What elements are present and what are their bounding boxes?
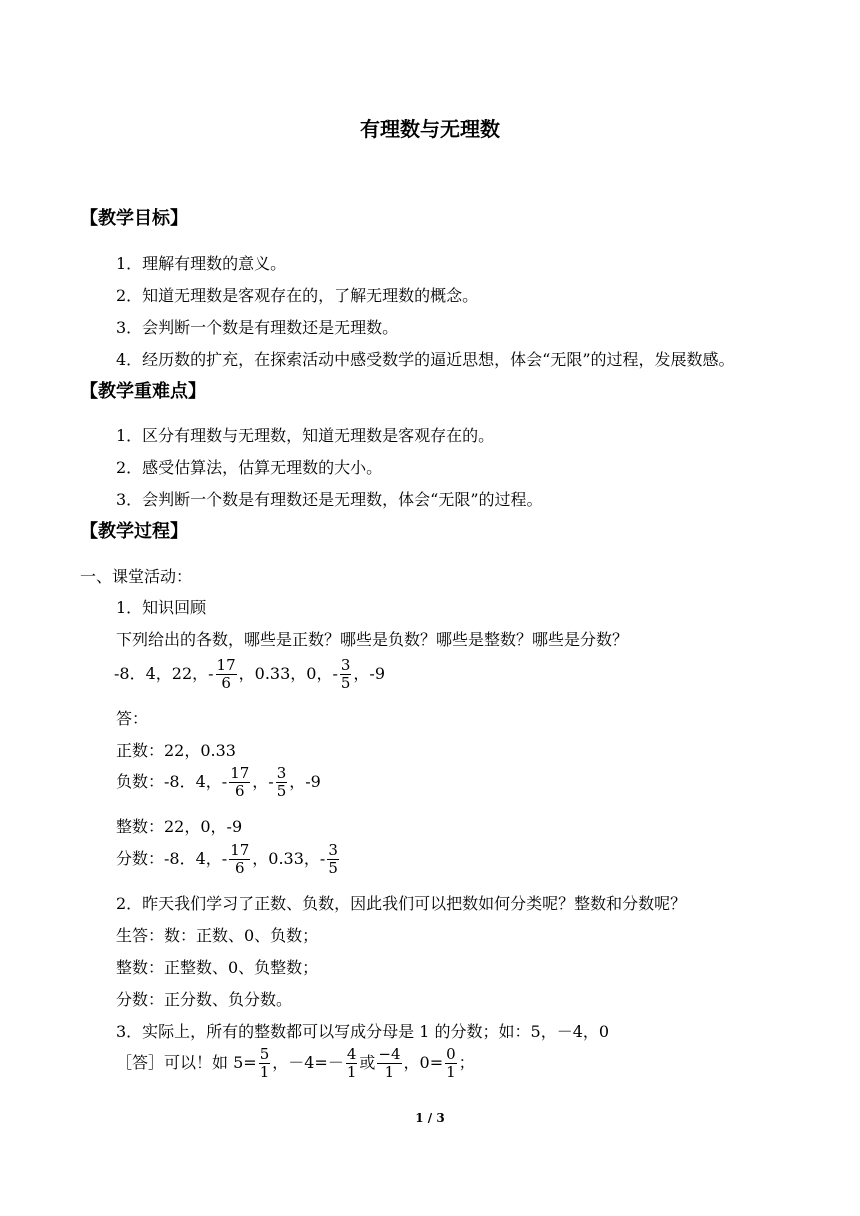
positive-numbers: 正数：22，0.33	[116, 741, 236, 760]
negative-text-2: ，	[252, 772, 269, 791]
negative-numbers	[116, 763, 321, 801]
denominator: 1	[446, 1063, 456, 1081]
numerator: 3	[276, 764, 287, 782]
question-text: 下列给出的各数，哪些是正数？哪些是负数？哪些是整数？哪些是分数？	[116, 630, 629, 649]
fraction-17-6	[229, 842, 250, 877]
denominator: 5	[276, 782, 287, 800]
answer-3-text-4: ，0=	[403, 1053, 444, 1072]
negative-text-3: ，-9	[289, 772, 321, 791]
minus-sign: -	[319, 849, 326, 868]
integer-numbers: 整数：22，0，-9	[116, 817, 243, 836]
page-number: 1 / 3	[415, 1111, 445, 1125]
denominator: 5	[340, 674, 351, 692]
fractions-text-2: ，0.33，	[252, 849, 320, 868]
key-point-item-1: 1．区分有理数与无理数，知道无理数是客观存在的。	[116, 426, 495, 445]
denominator: 6	[221, 674, 231, 692]
numerator: 17	[230, 841, 250, 859]
answer-3-text-1: ［答］可以！如 5=	[116, 1053, 257, 1072]
numerator: 17	[230, 764, 250, 782]
minus-sign: -	[332, 664, 338, 683]
numbers-text-3: ，-9	[353, 664, 385, 683]
fractions-text-1: 分数：-8．4，	[116, 849, 222, 868]
numbers-text-1: -8．4，22，	[114, 664, 209, 683]
denominator: 1	[346, 1063, 357, 1081]
goal-item-3: 3．会判断一个数是有理数还是无理数。	[116, 318, 399, 337]
minus-sign: -	[221, 849, 228, 868]
key-points-heading: 【教学重难点】	[80, 381, 206, 402]
numerator: 5	[259, 1045, 270, 1063]
numbers-text-2: ，0.33，0，	[238, 664, 333, 683]
minus-sign: -	[268, 772, 274, 791]
fraction-numbers	[116, 840, 341, 878]
process-heading: 【教学过程】	[80, 521, 188, 542]
answer-3	[116, 1044, 475, 1082]
document-title: 有理数与无理数	[360, 117, 500, 141]
answer-label: 答：	[116, 709, 149, 728]
denominator: 5	[328, 859, 338, 877]
goal-item-2: 2．知道无理数是客观存在的，了解无理数的概念。	[116, 286, 479, 305]
fraction-neg4-1	[377, 1046, 401, 1081]
denominator: 6	[234, 859, 245, 877]
fraction-5-1	[259, 1046, 271, 1081]
minus-sign: -	[208, 664, 214, 683]
review-title: 1．知识回顾	[116, 598, 207, 617]
numerator: 0	[446, 1045, 456, 1063]
numerator: 17	[216, 656, 236, 674]
numerator: 3	[328, 841, 338, 859]
minus-sign: -	[221, 772, 228, 791]
answer-3-text-5: ；	[458, 1053, 475, 1072]
key-point-item-2: 2．感受估算法，估算无理数的大小。	[116, 458, 383, 477]
denominator: 1	[384, 1063, 395, 1081]
fraction-17-6	[216, 657, 237, 692]
negative-text-1: 负数：-8．4，	[116, 772, 222, 791]
numerator: −4	[378, 1045, 401, 1063]
numbers-list	[114, 655, 385, 693]
goals-heading: 【教学目标】	[80, 208, 188, 229]
fraction-0-1	[445, 1046, 457, 1081]
activity-label: 一、课堂活动：	[80, 567, 193, 586]
fraction-3-5	[340, 657, 352, 692]
key-point-item-3: 3．会判断一个数是有理数还是无理数，体会“无限”的过程。	[116, 490, 543, 509]
fraction-3-5	[276, 765, 288, 800]
fraction-3-5	[327, 842, 339, 877]
question-3: 3．实际上，所有的整数都可以写成分母是 1 的分数；如：5，－4，0	[116, 1022, 610, 1041]
numerator: 3	[340, 656, 351, 674]
fraction-17-6	[229, 765, 250, 800]
numerator: 4	[346, 1045, 357, 1063]
answer-3-text-2: ，－4=－	[272, 1053, 344, 1072]
fraction-4-1	[346, 1046, 358, 1081]
goal-item-4: 4．经历数的扩充，在探索活动中感受数学的逼近思想，体会“无限”的过程，发展数感。	[116, 350, 735, 369]
answer-3-text-3: 或	[359, 1053, 376, 1072]
goal-item-1: 1．理解有理数的意义。	[116, 254, 287, 273]
integers-classification: 整数：正整数、0、负整数；	[116, 958, 319, 977]
denominator: 1	[259, 1063, 270, 1081]
question-2: 2．昨天我们学习了正数、负数，因此我们可以把数如何分类呢？整数和分数呢？	[116, 894, 687, 913]
denominator: 6	[234, 782, 245, 800]
fractions-classification: 分数：正分数、负分数。	[116, 990, 293, 1009]
student-answer: 生答：数：正数、0、负数；	[116, 926, 319, 945]
